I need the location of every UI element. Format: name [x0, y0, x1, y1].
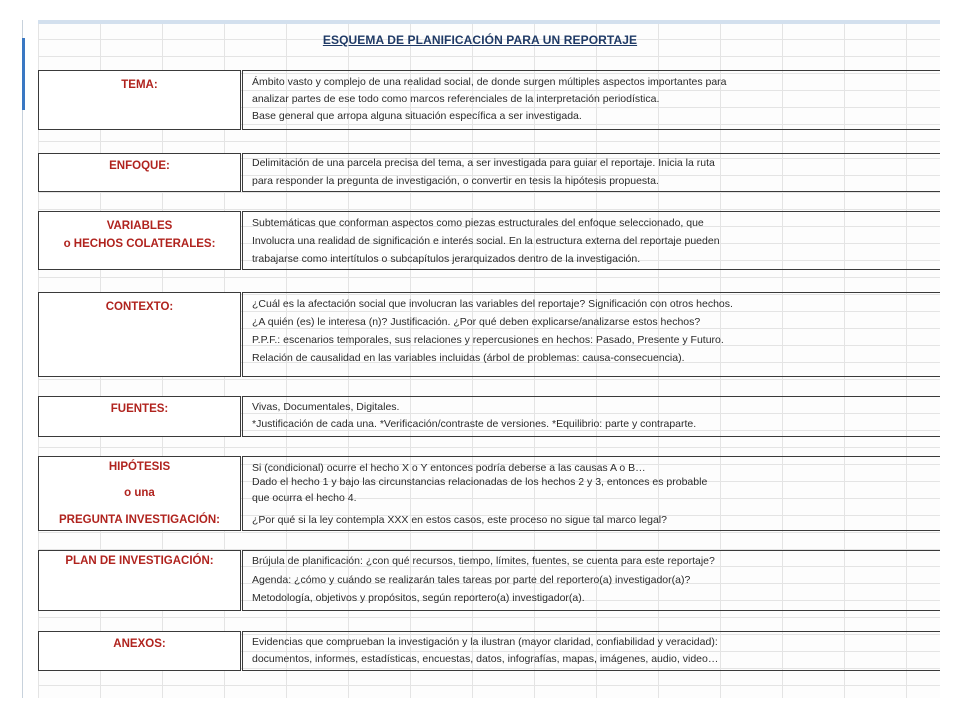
section-label: FUENTES: — [110, 403, 169, 415]
section-4 — [38, 292, 940, 377]
section-text-line: P.P.F.: escenarios temporales, sus relaciones y repercusiones en hechos: Pasado, Presente y Futuro. — [252, 334, 724, 346]
section-text-line: ¿A quién (es) le interesa (n)? Justificación. ¿Por qué deben explicarse/analizarse estos hechos? — [252, 316, 701, 328]
section-text-line: que ocurra el hecho 4. — [252, 492, 357, 504]
section-label: o una — [124, 487, 155, 499]
section-label-box — [38, 456, 241, 531]
section-7 — [38, 550, 940, 611]
section-label-box — [38, 292, 241, 377]
section-text-line: ¿Por qué si la ley contempla XXX en estos casos, este proceso no sigue tal marco legal? — [252, 514, 667, 526]
section-text-line: Evidencias que comprueban la investigación y la ilustran (mayor claridad, confiabilidad y veracidad): — [252, 636, 718, 648]
section-text-line: Subtemáticas que conforman aspectos como piezas estructurales del enfoque seleccionado, que — [252, 217, 704, 229]
section-8 — [38, 631, 940, 671]
section-label: PREGUNTA INVESTIGACIÓN: — [58, 514, 220, 526]
section-text-line: trabajarse como intertítulos o subcapítulos jerarquizados dentro de la investigación. — [252, 253, 641, 265]
section-label-box — [38, 153, 241, 192]
section-2 — [38, 153, 940, 192]
section-label: HIPÓTESIS — [108, 461, 171, 473]
section-label: VARIABLES — [106, 220, 173, 232]
section-1 — [38, 70, 940, 130]
section-text-line: Brújula de planificación: ¿con qué recursos, tiempo, límites, fuentes, se cuenta para este reportaje? — [252, 555, 715, 567]
section-label-box — [38, 396, 241, 437]
section-text-line: Agenda: ¿cómo y cuándo se realizarán tales tareas por parte del reportero(a) investigador(a)? — [252, 574, 691, 586]
section-label-box — [38, 550, 241, 611]
section-text-line: ¿Cuál es la afectación social que involucran las variables del reportaje? Significación con otros hechos. — [252, 298, 733, 310]
header-strip — [38, 20, 940, 24]
section-text-line: Involucra una realidad de significación e interés social. En la estructura externa del reportaje pueden — [252, 235, 720, 247]
section-label-box — [38, 631, 241, 671]
section-label: ENFOQUE: — [109, 160, 170, 172]
window-accent — [22, 38, 25, 110]
section-text-line: *Justificación de cada una. *Verificación/contraste de versiones. *Equilibrio: parte y contraparte. — [252, 418, 697, 430]
section-label-box — [38, 70, 241, 130]
section-text-line: Relación de causalidad en las variables incluidas (árbol de problemas: causa-consecuencia). — [252, 352, 685, 364]
section-5 — [38, 396, 940, 437]
section-6 — [38, 456, 940, 531]
section-label-box — [38, 211, 241, 270]
section-text-line: Base general que arropa alguna situación específica a ser investigada. — [252, 110, 582, 122]
section-text-line: Delimitación de una parcela precisa del tema, a ser investigada para guiar el reportaje. Inicia la ruta — [252, 157, 715, 169]
section-label: PLAN DE INVESTIGACIÓN: — [65, 555, 214, 567]
section-label: CONTEXTO: — [105, 301, 174, 313]
section-text-line: documentos, informes, estadísticas, encuestas, datos, infografías, mapas, imágenes, audio, video… — [252, 653, 719, 665]
section-text-line: Ámbito vasto y complejo de una realidad social, de donde surgen múltiples aspectos importantes para — [252, 76, 727, 88]
section-text-line: para responder la pregunta de investigación, o convertir en tesis la hipótesis propuesta. — [252, 175, 659, 187]
section-text-line: Vivas, Documentales, Digitales. — [252, 401, 400, 413]
section-label: TEMA: — [121, 79, 158, 91]
section-text-line: Si (condicional) ocurre el hecho X o Y entonces podría deberse a las causas A o B… — [252, 462, 646, 474]
page-title: ESQUEMA DE PLANIFICACIÓN PARA UN REPORTAJE — [322, 33, 638, 47]
section-label: o HECHOS COLATERALES: — [63, 238, 216, 250]
section-text-line: analizar partes de ese todo como marcos referenciales de la interpretación periodística. — [252, 93, 660, 105]
window-edge — [22, 20, 23, 698]
section-text-line: Dado el hecho 1 y bajo las circunstancias relacionadas de los hechos 2 y 3, entonces es probable — [252, 476, 708, 488]
section-label: ANEXOS: — [113, 638, 166, 650]
section-3 — [38, 211, 940, 270]
section-text-line: Metodología, objetivos y propósitos, según reportero(a) investigador(a). — [252, 592, 585, 604]
